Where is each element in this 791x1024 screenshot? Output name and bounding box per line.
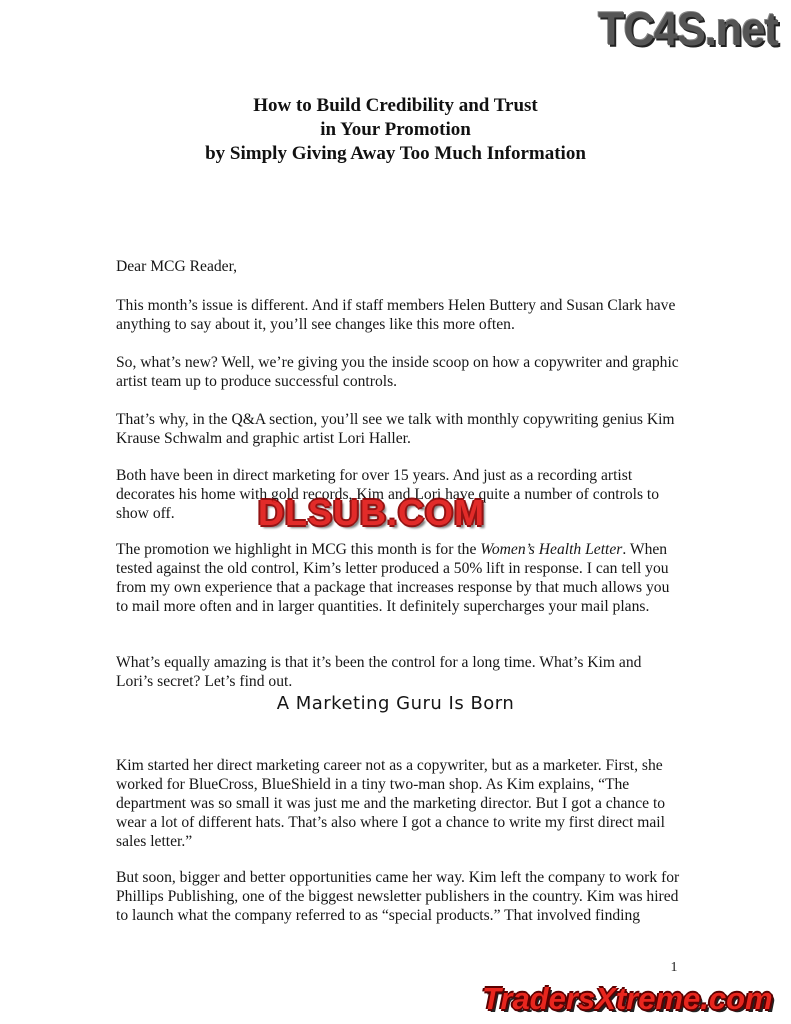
promotion-text-before: The promotion we highlight in MCG this month is for the — [116, 540, 481, 558]
paragraph-career-start: Kim started her direct marketing career not as a copywriter, but as a marketer. First, she worked for BlueCross, BlueShield in a tiny two-man shop. As Kim explains, “The department was so small it was just me and the marketing director. But I got a chance to wear a lot of different hats. That’s also where I got a chance to write my first direct mail sales letter.” — [116, 756, 666, 850]
paragraph-promotion — [116, 540, 681, 616]
watermark-tradersxtreme: TradersXtreme.com — [482, 981, 773, 1016]
document-title — [0, 94, 791, 166]
page-number: 1 — [670, 960, 678, 975]
title-line-3: by Simply Giving Away Too Much Information — [205, 143, 586, 164]
paragraph-qa-section: That’s why, in the Q&A section, you’ll see we talk with monthly copywriting genius Kim Krause Schwalm and graphic artist Lori Haller. — [116, 410, 675, 447]
paragraph-opportunities: But soon, bigger and better opportunities came her way. Kim left the company to work for Phillips Publishing, one of the biggest newsletter publishers in the country. Kim was hired to launch what the company referred to as “special products.” That involved finding — [116, 868, 680, 924]
section-heading: A Marketing Guru Is Born — [276, 693, 515, 714]
title-line-2: in Your Promotion — [320, 119, 471, 140]
watermark-dlsub: DLSUB.COM — [258, 492, 485, 533]
paragraph-direct-marketing: Both have been in direct marketing for over 15 years. And just as a recording artist decorates his home with gold records, Kim and Lori have quite a number of controls to show off. — [116, 466, 660, 522]
salutation: Dear MCG Reader, — [116, 257, 238, 275]
promotion-text-after: . When tested against the old control, Kim’s letter produced a 50% lift in response. I can tell you from my own experience that a package that increases response by that much allows you to mail more often and in larger quantities. It definitely supercharges your mail plans. — [116, 540, 670, 615]
paragraph-whats-new: So, what’s new? Well, we’re giving you the inside scoop on how a copywriter and graphic artist team up to produce successful controls. — [116, 353, 679, 390]
paragraph-amazing: What’s equally amazing is that it’s been the control for a long time. What’s Kim and Lori’s secret? Let’s find out. — [116, 653, 642, 690]
watermark-tc4s: TC4S.net — [598, 2, 779, 55]
title-line-1: How to Build Credibility and Trust — [253, 95, 538, 116]
paragraph-issue-different: This month’s issue is different. And if staff members Helen Buttery and Susan Clark have anything to say about it, you’ll see changes like this more often. — [116, 296, 676, 333]
publication-title: Women’s Health Letter — [480, 540, 623, 558]
